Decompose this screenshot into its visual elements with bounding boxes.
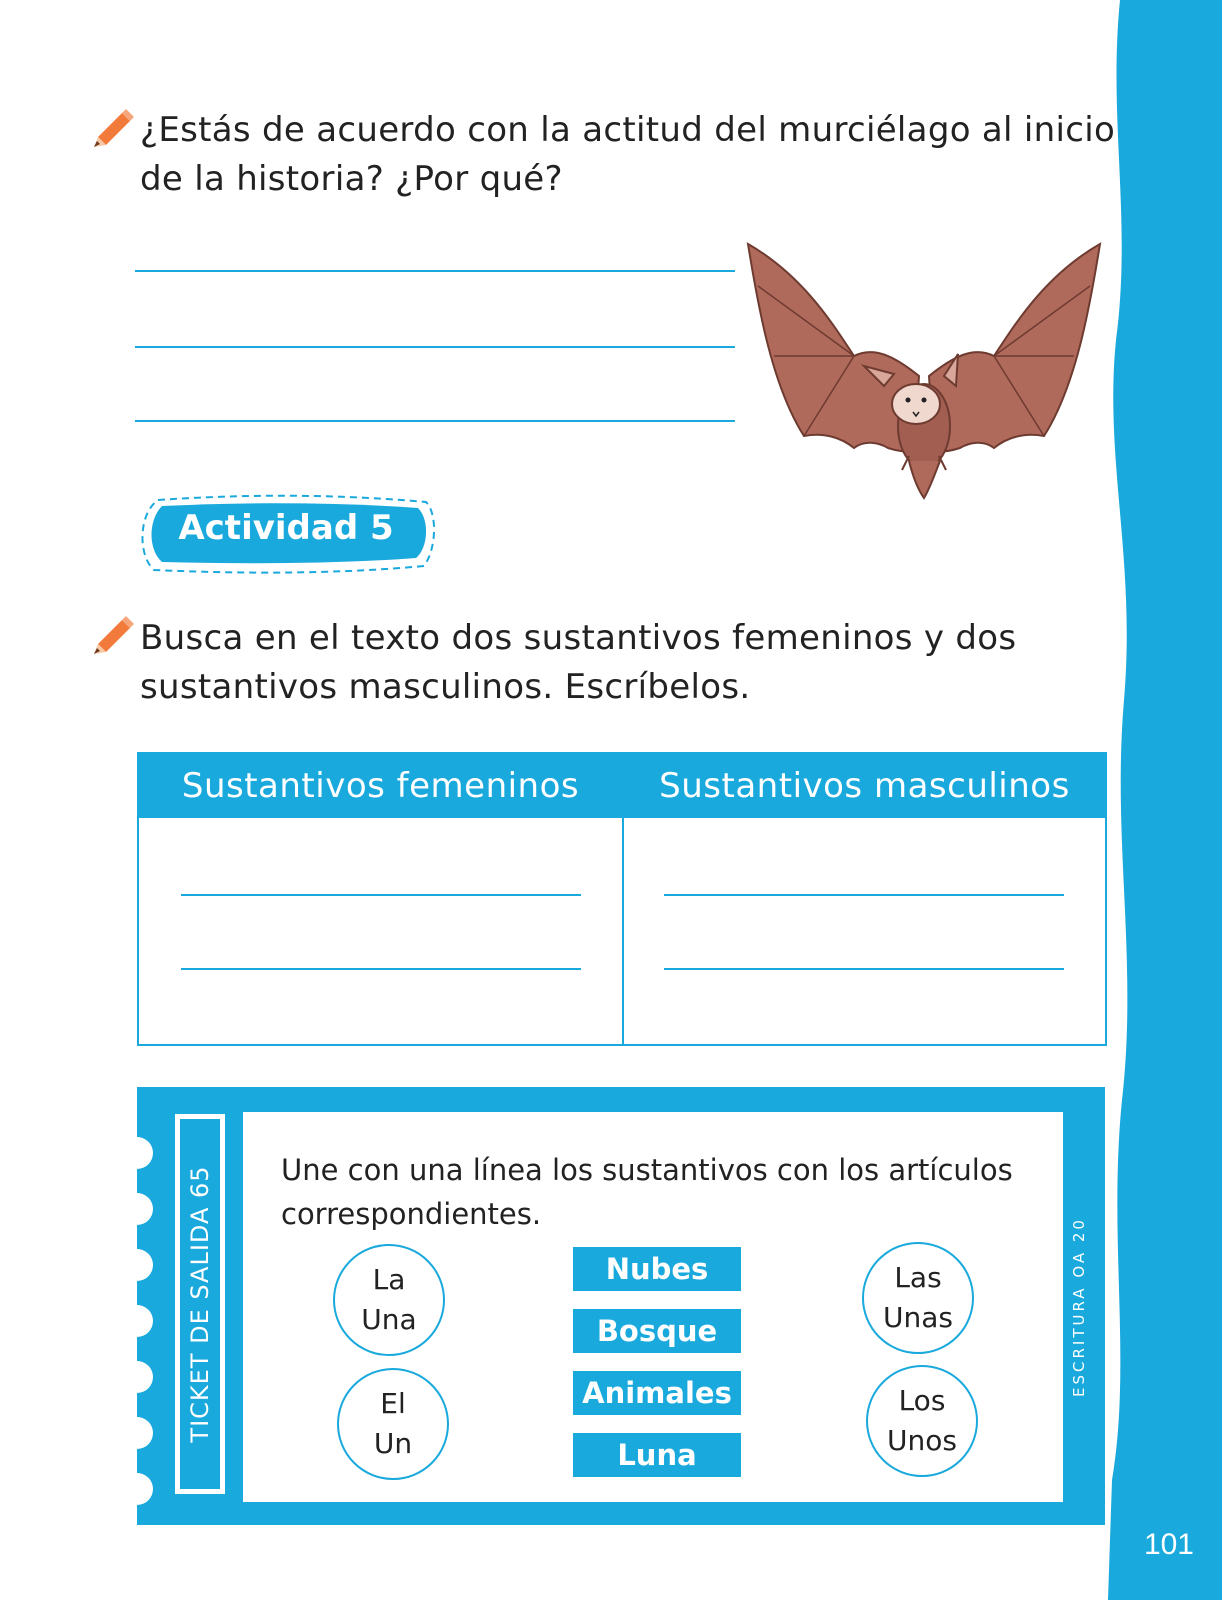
question-2-line-1: Busca en el texto dos sustantivos femeninos y dos (140, 618, 1017, 658)
article-label: Los (898, 1384, 946, 1417)
question-1-line-1: ¿Estás de acuerdo con la actitud del murciélago al inicio (140, 110, 1116, 150)
noun-table (137, 752, 1107, 1046)
article-label: Las (894, 1261, 942, 1294)
article-circle-los-unos[interactable] (866, 1365, 978, 1477)
page-number: 101 (1143, 1528, 1194, 1561)
noun-box-bosque[interactable]: Bosque (573, 1309, 741, 1353)
answer-line[interactable] (135, 346, 735, 348)
column-header-masculinos: Sustantivos masculinos (659, 766, 1070, 806)
pencil-icon (92, 107, 136, 147)
ticket-title-text: TICKET DE SALIDA 65 (186, 1165, 214, 1443)
question-2 (140, 614, 1016, 712)
article-circle-el-un[interactable] (337, 1368, 449, 1480)
answer-line-masculinos[interactable] (664, 968, 1064, 970)
noun-box-luna[interactable]: Luna (573, 1433, 741, 1477)
question-1-line-2: de la historia? ¿Por qué? (140, 159, 563, 199)
ticket-content (243, 1112, 1063, 1502)
article-circle-la-una[interactable] (333, 1244, 445, 1356)
article-label: Unas (883, 1301, 953, 1334)
article-label: Unos (887, 1424, 957, 1457)
answer-line-masculinos[interactable] (664, 894, 1064, 896)
article-label: El (380, 1387, 406, 1420)
column-header-femeninos: Sustantivos femeninos (181, 766, 580, 806)
article-label: Un (373, 1427, 413, 1460)
exit-ticket (137, 1087, 1105, 1525)
article-circle-las-unas[interactable] (862, 1242, 974, 1354)
noun-box-nubes[interactable]: Nubes (573, 1247, 741, 1291)
answer-line[interactable] (135, 270, 735, 272)
answer-line-femeninos[interactable] (181, 894, 581, 896)
column-divider (622, 754, 624, 1044)
ticket-side-label: ESCRITURA OA 20 (1070, 1217, 1088, 1397)
bat-illustration (744, 236, 1104, 506)
article-label: Una (361, 1303, 417, 1336)
pencil-icon (92, 614, 136, 654)
side-band (1102, 0, 1222, 1600)
answer-line[interactable] (135, 420, 735, 422)
activity-badge (136, 492, 440, 576)
article-label: La (372, 1263, 406, 1296)
noun-box-animales[interactable]: Animales (573, 1371, 741, 1415)
question-1 (140, 106, 1115, 204)
activity-label: Actividad 5 (178, 508, 394, 548)
ticket-instruction: Une con una línea los sustantivos con los artículos correspondientes. (281, 1153, 1013, 1231)
question-2-line-2: sustantivos masculinos. Escríbelos. (140, 667, 751, 707)
ticket-title (175, 1114, 225, 1494)
answer-line-femeninos[interactable] (181, 968, 581, 970)
